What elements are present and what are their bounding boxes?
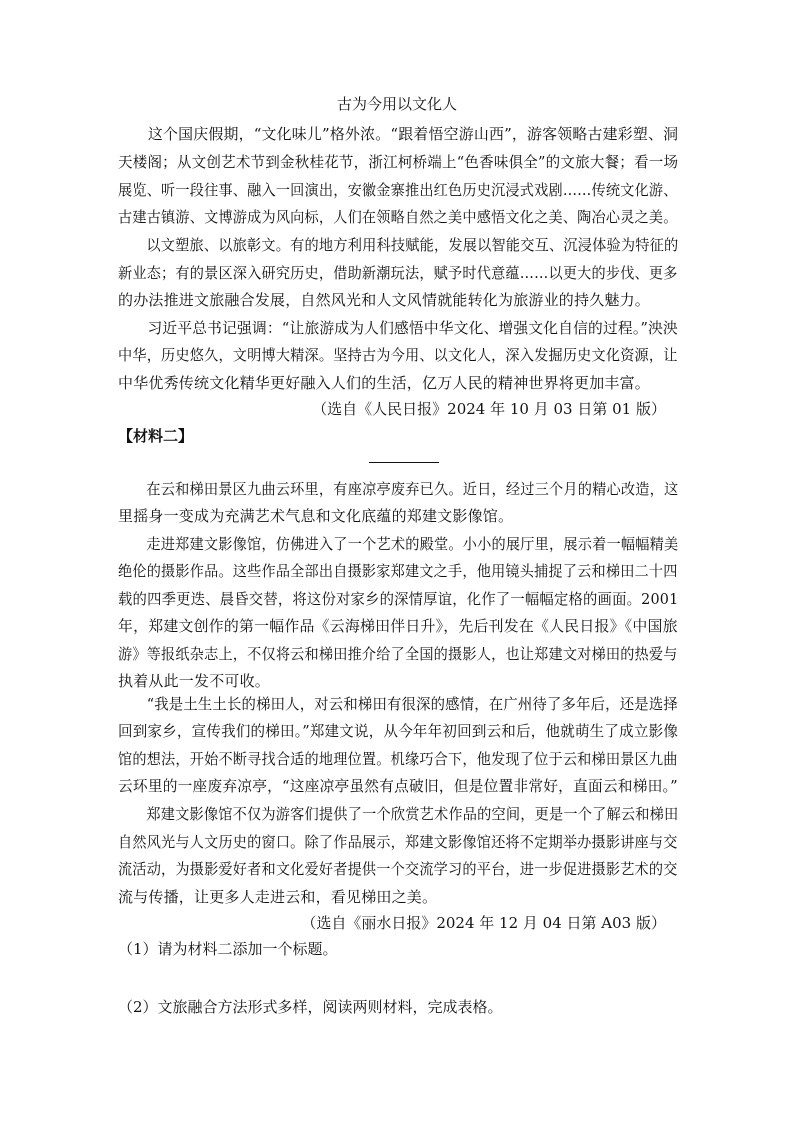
material2-line-5: 载的四季更迭、晨昏交替，将这份对家乡的深情厚谊，化作了一幅幅定格的画面。2001 bbox=[118, 590, 679, 608]
material2-source: （选自《丽水日报》2024 年 12 月 04 日第 A03 版） bbox=[301, 914, 666, 932]
material2-line-3: 走进郑建文影像馆，仿佛进入了一个艺术的殿堂。小小的展厅里，展示着一幅幅精美 bbox=[146, 535, 679, 553]
material2-line-15: 流活动，为摄影爱好者和文化爱好者提供一个交流学习的平台，进一步促进摄影艺术的交 bbox=[118, 860, 678, 878]
material2-line-6: 年，郑建文创作的第一幅作品《云海梯田伴日升》，先后刊发在《人民日报》《中国旅 bbox=[118, 617, 678, 635]
material1-line-6: 新业态；有的景区深入研究历史，借助新潮玩法，赋予时代意蕴……以更大的步伐、更多 bbox=[118, 264, 678, 282]
material2-line-12: 云环里的一座废弃凉亭，“这座凉亭虽然有点破旧，但是位置非常好，直面云和梯田。” bbox=[118, 777, 678, 795]
material1-line-2: 天楼阁；从文创艺术节到金秋桂花节，浙江柯桥端上“色香味俱全”的文旅大餐；看一场 bbox=[118, 153, 679, 171]
question-2: （2）文旅融合方法形式多样，阅读两则材料，完成表格。 bbox=[118, 998, 503, 1016]
material1-line-4: 古建古镇游、文博游成为风向标，人们在领略自然之美中感悟文化之美、陶冶心灵之美。 bbox=[118, 208, 678, 226]
material2-line-1: 在云和梯田景区九曲云环里，有座凉亭废弃已久。近日，经过三个月的精心改造，这 bbox=[146, 480, 679, 498]
material2-line-13: 郑建文影像馆不仅为游客们提供了一个欣赏艺术作品的空间，更是一个了解云和梯田 bbox=[146, 805, 679, 823]
material1-line-8: 习近平总书记强调：“让旅游成为人们感悟中华文化、增强文化自信的过程。”泱泱 bbox=[147, 319, 678, 337]
material1-line-3: 展览、听一段往事、融入一回演出，安徽金寨推出红色历史沉浸式戏剧……传统文化游、 bbox=[118, 181, 678, 199]
material1-line-10: 中华优秀传统文化精华更好融入人们的生活，亿万人民的精神世界将更加丰富。 bbox=[118, 374, 651, 392]
title-blank-line bbox=[369, 462, 439, 463]
material1-line-9: 中华，历史悠久，文明博大精深。坚持古为今用、以文化人，深入发掘历史文化资源，让 bbox=[118, 346, 678, 364]
material2-line-16: 流与传播，让更多人走进云和，看见梯田之美。 bbox=[118, 888, 438, 906]
material2-line-11: 馆的想法，开始不断寻找合适的地理位置。机缘巧合下，他发现了位于云和梯田景区九曲 bbox=[118, 750, 678, 768]
material1-line-7: 的办法推进文旅融合发展，自然风光和人文风情就能转化为旅游业的持久魅力。 bbox=[118, 291, 651, 309]
material2-line-7: 游》等报纸杂志上，不仅将云和梯田推介给了全国的摄影人，也让郑建文对梯田的热爱与 bbox=[118, 645, 678, 663]
material2-line-8: 执着从此一发不可收。 bbox=[118, 672, 271, 690]
material1-title: 古为今用以文化人 bbox=[336, 95, 457, 113]
material2-line-10: 回到家乡，宣传我们的梯田。”郑建文说，从今年年初回到云和后，他就萌生了成立影像 bbox=[118, 722, 679, 740]
material1-line-1: 这个国庆假期，“文化味儿”格外浓。“跟着悟空游山西”，游客领略古建彩塑、洞 bbox=[147, 125, 679, 143]
material2-line-4: 绝伦的摄影作品。这些作品全部出自摄影家郑建文之手，他用镜头捕捉了云和梯田二十四 bbox=[118, 562, 678, 580]
material2-line-2: 里摇身一变成为充满艺术气息和文化底蕴的郑建文影像馆。 bbox=[118, 507, 514, 525]
material2-heading: 【材料二】 bbox=[118, 427, 194, 445]
question-1: （1）请为材料二添加一个标题。 bbox=[118, 940, 338, 958]
material2-line-9: “我是土生土长的梯田人，对云和梯田有很深的感情，在广州待了多年后，还是选择 bbox=[146, 695, 678, 713]
material1-source: （选自《人民日报》2024 年 10 月 03 日第 01 版） bbox=[312, 400, 666, 418]
material1-line-5: 以文塑旅、以旅彰文。有的地方利用科技赋能，发展以智能交互、沉浸体验为特征的 bbox=[146, 236, 679, 254]
material2-line-14: 自然风光与人文历史的窗口。除了作品展示，郑建文影像馆还将不定期举办摄影讲座与交 bbox=[118, 833, 678, 851]
